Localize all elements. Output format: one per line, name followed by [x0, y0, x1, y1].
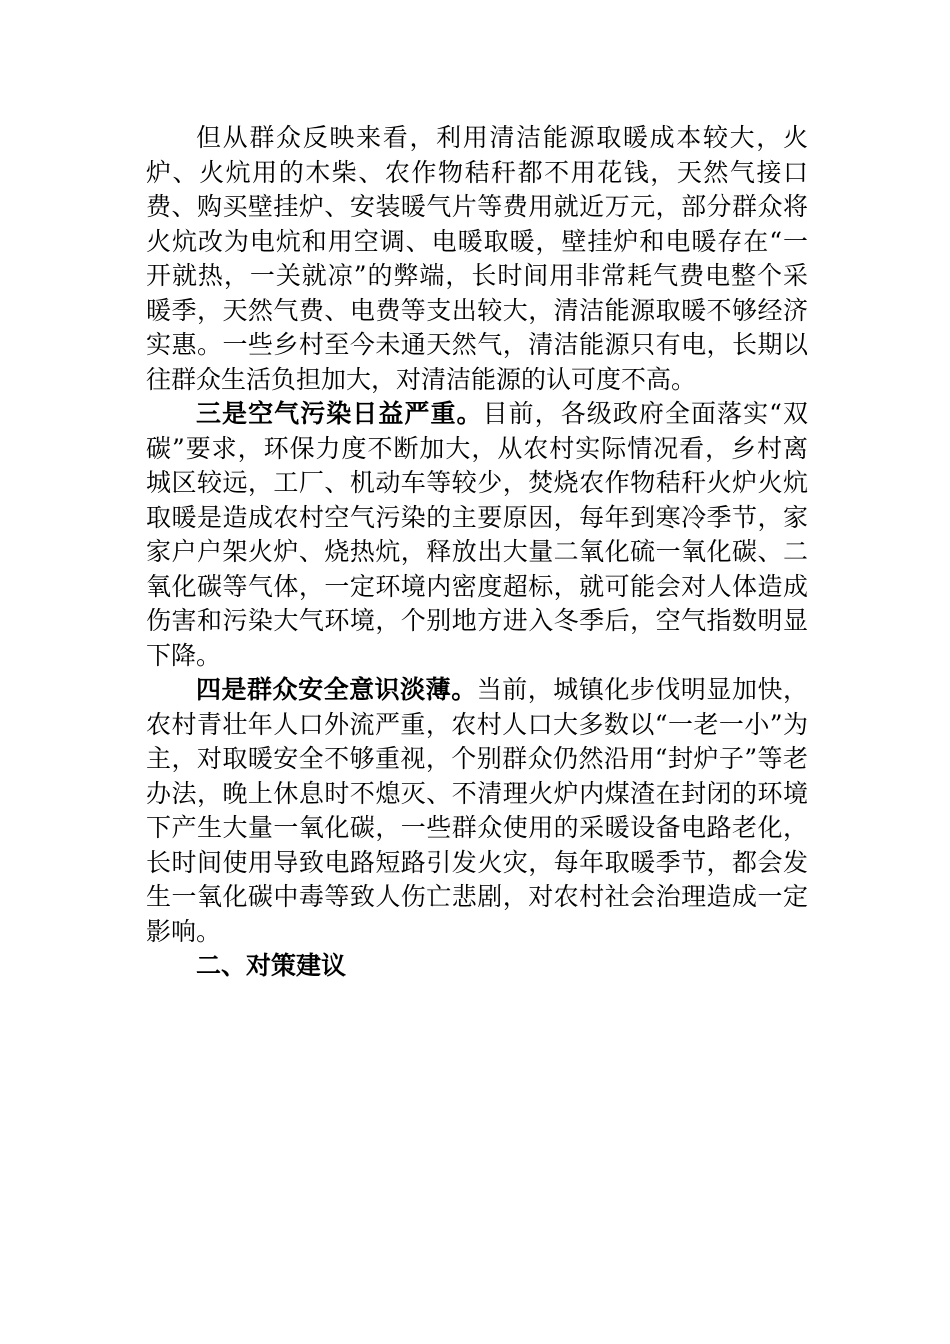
paragraph-safety-awareness	[146, 673, 808, 949]
paragraph-text: 当前，城镇化步伐明显加快，农村青壮年人口外流严重，农村人口大多数以“一老一小”为主，对取暖安全不够重视，个别群众仍然沿用“封炉子”等老办法，晚上休息时不熄灭、不清理火炉内煤渣在封闭的环境下产生大量一氧化碳，一些群众使用的采暖设备电路老化，长时间使用导致电路短路引发火灾，每年取暖季节，都会发生一氧化碳中毒等致人伤亡悲剧，对农村社会治理造成一定影响。	[146, 675, 808, 946]
paragraph-lead: 四是群众安全意识淡薄。	[196, 675, 477, 704]
section-heading: 二、对策建议	[196, 951, 347, 980]
paragraph-lead: 三是空气污染日益严重。	[196, 399, 483, 428]
paragraph-text: 但从群众反映来看，利用清洁能源取暖成本较大，火炉、火炕用的木柴、农作物秸秆都不用花钱，天然气接口费、购买壁挂炉、安装暖气片等费用就近万元，部分群众将火炕改为电炕和用空调、电暖取暖，壁挂炉和电暖存在“一开就热，一关就凉”的弊端，长时间用非常耗气费电整个采暖季，天然气费、电费等支出较大，清洁能源取暖不够经济实惠。一些乡村至今未通天然气，清洁能源只有电，长期以往群众生活负担加大，对清洁能源的认可度不高。	[146, 123, 808, 394]
paragraph-heating-cost	[146, 121, 808, 397]
paragraph-air-pollution	[146, 397, 808, 673]
document-body	[146, 121, 808, 984]
paragraph-text: 目前，各级政府全面落实“双碳”要求，环保力度不断加大，从农村实际情况看，乡村离城区较远，工厂、机动车等较少，焚烧农作物秸秆火炉火炕取暖是造成农村空气污染的主要原因，每年到寒冷季节，家家户户架火炉、烧热炕，释放出大量二氧化硫一氧化碳、二氧化碳等气体，一定环境内密度超标，就可能会对人体造成伤害和污染大气环境，个别地方进入冬季后，空气指数明显下降。	[146, 399, 808, 670]
